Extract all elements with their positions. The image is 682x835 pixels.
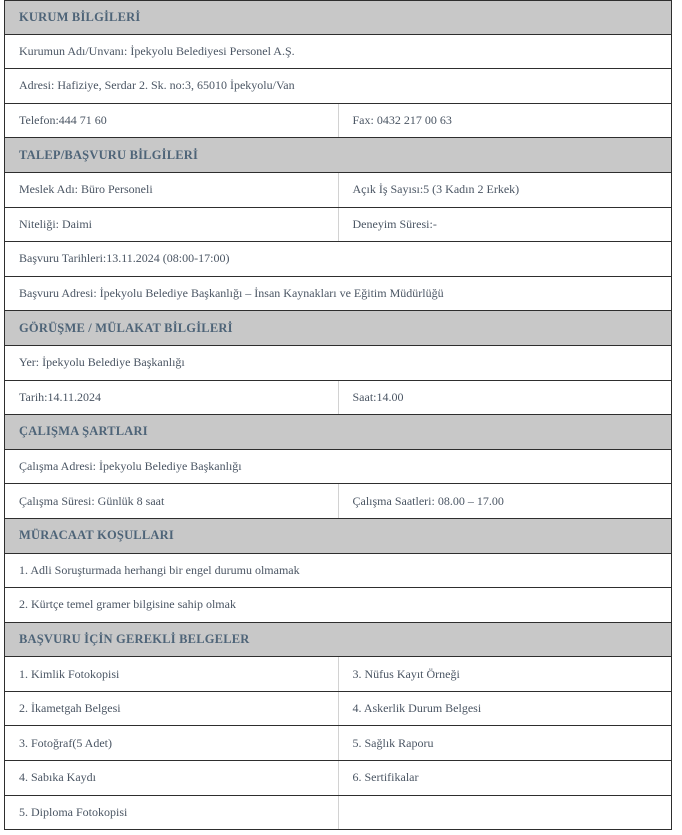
- document-item: 5. Sağlık Raporu: [338, 726, 672, 760]
- experience-duration: Deneyim Süresi:-: [338, 208, 672, 242]
- document-item: 5. Diploma Fotokopisi: [19, 804, 128, 819]
- condition-item: 2. Kürtçe temel gramer bilgisine sahip olmak: [19, 597, 236, 612]
- table-row: [4, 726, 672, 761]
- condition-item: 1. Adli Soruşturmada herhangi bir engel durumu olmamak: [19, 562, 300, 577]
- table-row: [4, 277, 672, 312]
- section-header-calisma: [4, 415, 672, 450]
- document-item: 3. Fotoğraf(5 Adet): [19, 735, 112, 750]
- table-row: [4, 208, 672, 243]
- table-row: [4, 69, 672, 104]
- section-header-gorusme: [4, 311, 672, 346]
- application-address: Başvuru Adresi: İpekyolu Belediye Başkanlığı – İnsan Kaynakları ve Eğitim Müdürlüğü: [19, 286, 444, 301]
- open-positions: Açık İş Sayısı:5 (3 Kadın 2 Erkek): [338, 173, 672, 207]
- document-item: 2. İkametgah Belgesi: [19, 701, 121, 716]
- institution-address: Adresi: Hafiziye, Serdar 2. Sk. no:3, 65010 İpekyolu/Van: [19, 78, 295, 93]
- application-dates: Başvuru Tarihleri:13.11.2024 (08:00-17:00): [19, 251, 230, 266]
- section-title: BAŞVURU İÇİN GEREKLİ BELGELER: [19, 631, 250, 646]
- table-row: [4, 450, 672, 485]
- table-row: [4, 381, 672, 416]
- institution-phone: Telefon:444 71 60: [19, 113, 107, 128]
- list-item: [4, 554, 672, 589]
- table-row: [4, 346, 672, 381]
- work-hours: Çalışma Saatleri: 08.00 – 17.00: [338, 484, 672, 518]
- document-item: 1. Kimlik Fotokopisi: [19, 666, 120, 681]
- profession-name: Meslek Adı: Büro Personeli: [19, 182, 153, 197]
- list-item: [4, 588, 672, 623]
- interview-time: Saat:14.00: [338, 381, 672, 415]
- table-row: [4, 796, 672, 831]
- table-row: [4, 104, 672, 139]
- table-row: [4, 242, 672, 277]
- section-title: MÜRACAAT KOŞULLARI: [19, 528, 174, 543]
- job-posting-table: [4, 0, 672, 830]
- document-item: 6. Sertifikalar: [338, 761, 672, 795]
- section-header-belgeler: [4, 623, 672, 658]
- document-item: 4. Askerlik Durum Belgesi: [338, 692, 672, 726]
- empty-cell: [338, 796, 672, 830]
- section-title: TALEP/BAŞVURU BİLGİLERİ: [19, 147, 199, 162]
- table-row: [4, 35, 672, 70]
- section-header-talep: [4, 138, 672, 173]
- document-item: 4. Sabıka Kaydı: [19, 770, 96, 785]
- table-row: [4, 761, 672, 796]
- section-title: GÖRÜŞME / MÜLAKAT BİLGİLERİ: [19, 320, 233, 335]
- section-title: KURUM BİLGİLERİ: [19, 9, 141, 24]
- section-header-kurum: [4, 0, 672, 35]
- table-row: [4, 484, 672, 519]
- position-quality: Niteliği: Daimi: [19, 216, 92, 231]
- institution-name: Kurumun Adı/Unvanı: İpekyolu Belediyesi Personel A.Ş.: [19, 43, 295, 58]
- interview-place: Yer: İpekyolu Belediye Başkanlığı: [19, 355, 185, 370]
- institution-fax: Fax: 0432 217 00 63: [338, 104, 672, 138]
- section-title: ÇALIŞMA ŞARTLARI: [19, 424, 148, 439]
- interview-date: Tarih:14.11.2024: [19, 389, 102, 404]
- section-header-muracaat: [4, 519, 672, 554]
- table-row: [4, 692, 672, 727]
- document-item: 3. Nüfus Kayıt Örneği: [338, 657, 672, 691]
- table-row: [4, 173, 672, 208]
- work-duration: Çalışma Süresi: Günlük 8 saat: [19, 493, 165, 508]
- table-row: [4, 657, 672, 692]
- work-address: Çalışma Adresi: İpekyolu Belediye Başkanlığı: [19, 459, 242, 474]
